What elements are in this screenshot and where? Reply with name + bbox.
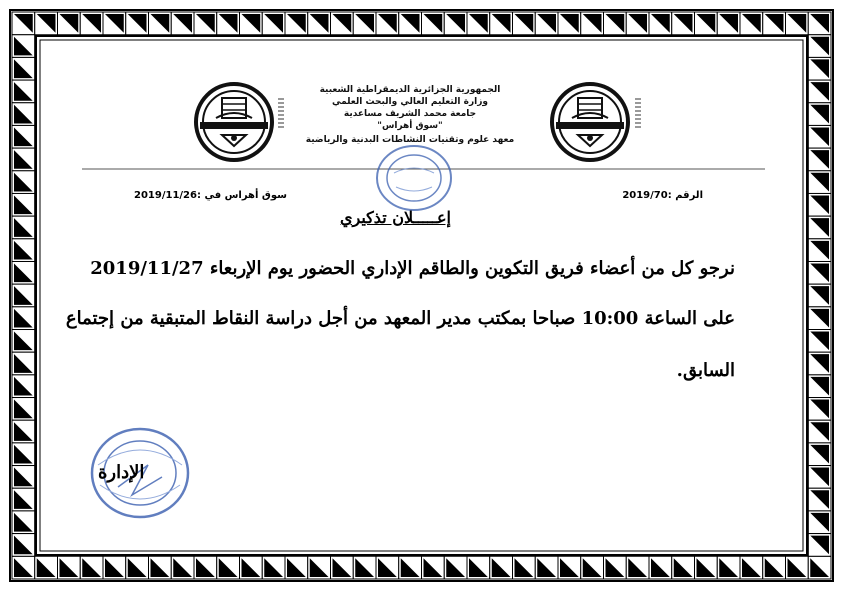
logo-left-caption xyxy=(278,98,284,128)
header-republic: الجمهورية الجزائرية الديمقراطية الشعبية xyxy=(319,85,501,95)
reference-number: الرقم :2019/70 xyxy=(622,190,703,201)
body-line-2: على الساعة 10:00 صباحا بمكتب مدير المعهد من أجل دراسة النقاط المتبقية من إجتماع xyxy=(65,308,735,329)
header-university: جامعة محمد الشريف مساعدية xyxy=(343,109,477,119)
logo-right-caption xyxy=(635,98,641,128)
header-city: "سوق أهراس" xyxy=(377,121,443,131)
official-stamp-icon xyxy=(374,143,454,213)
header-institute: معهد علوم وتقنيات النشاطات البدنية والرياضية xyxy=(305,135,515,145)
body-line-3: السابق. xyxy=(676,360,735,381)
body-line-1: نرجو كل من أعضاء فريق التكوين والطاقم الإداري الحضور يوم الإربعاء 2019/11/27 xyxy=(90,258,735,279)
university-emblem-icon xyxy=(192,80,276,164)
place-and-date: سوق أهراس في :2019/11/26 xyxy=(134,190,287,201)
university-emblem-icon xyxy=(548,80,632,164)
document-title: إعـــــلان تذكيري xyxy=(340,208,451,227)
header-ministry: وزارة التعليم العالي والبحث العلمي xyxy=(331,97,489,107)
signature-label: الإدارة xyxy=(98,462,145,483)
